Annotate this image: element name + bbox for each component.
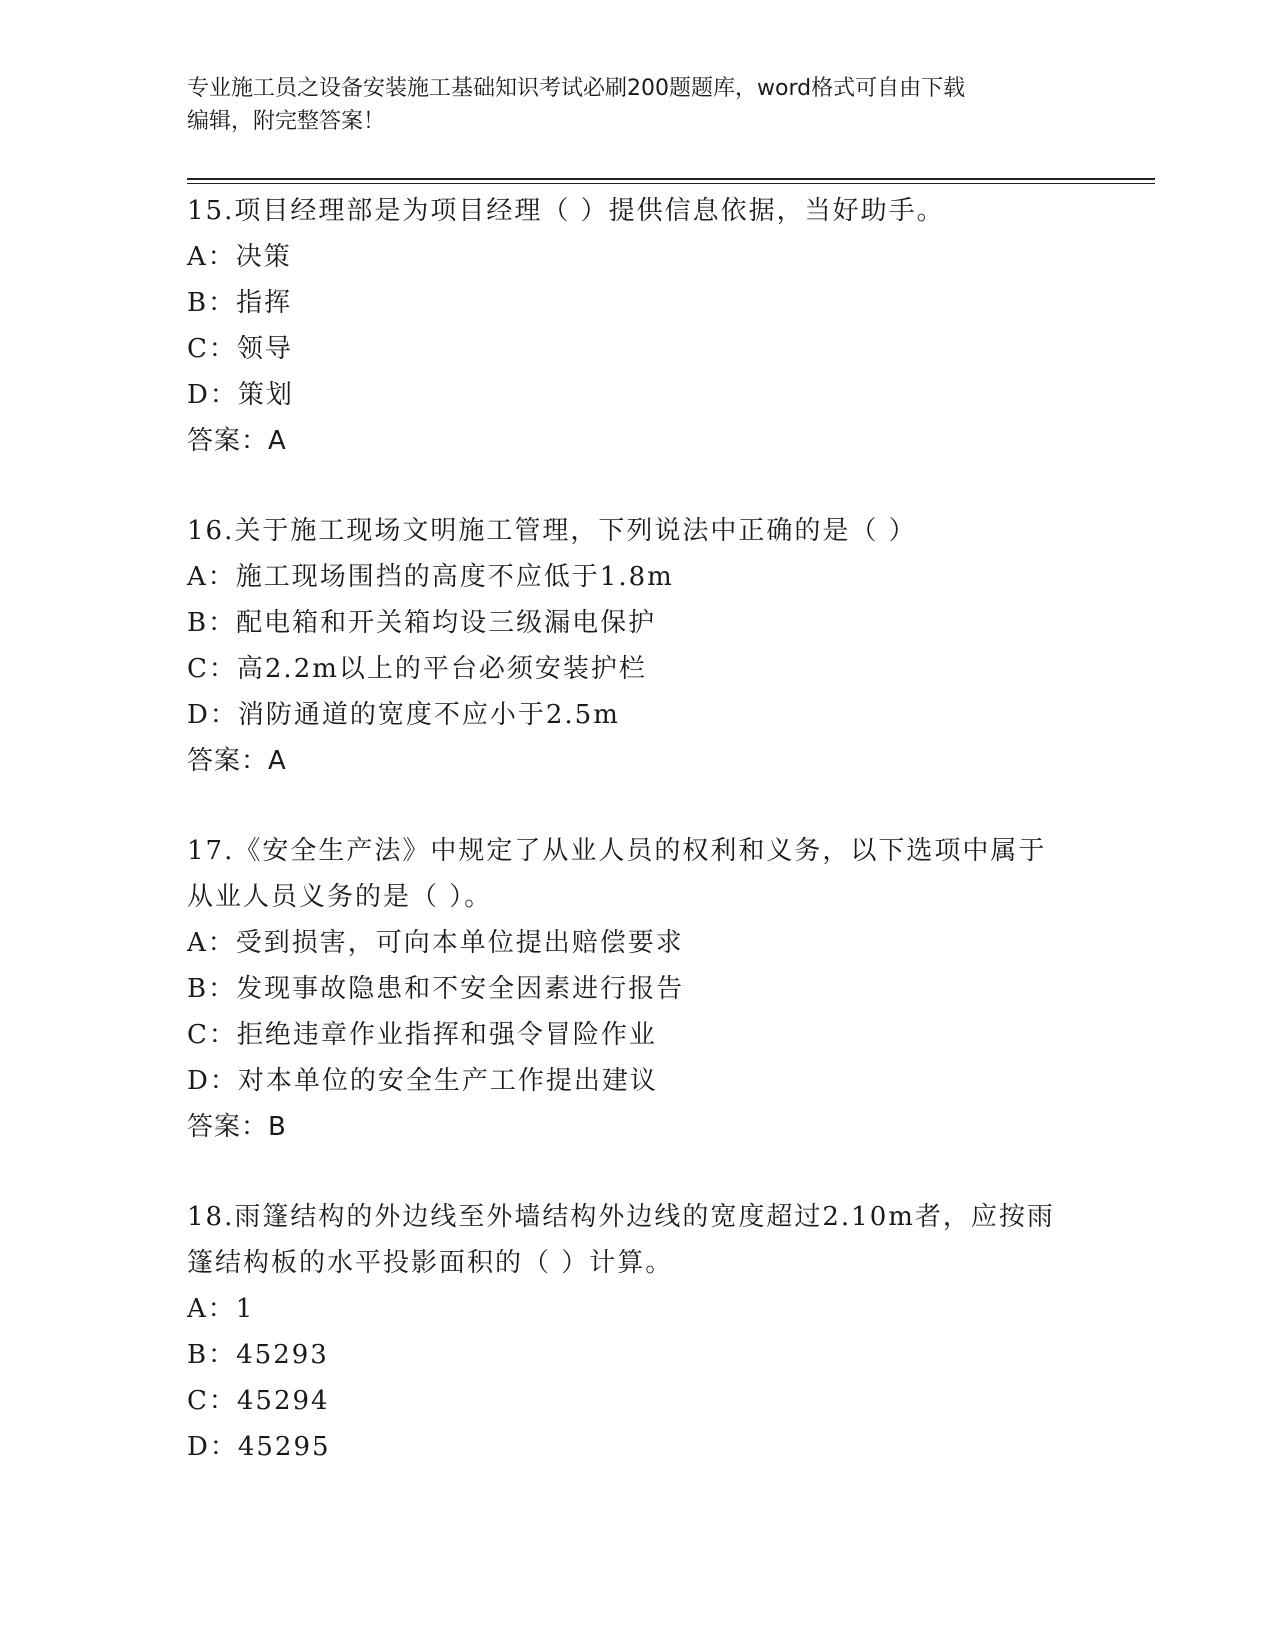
answer-label: 答案：A (187, 746, 287, 776)
question-stem: 16.关于施工现场文明施工管理，下列说法中正确的是（ ） (187, 516, 917, 546)
question-list (187, 188, 1107, 1470)
option-b: B：配电箱和开关箱均设三级漏电保护 (187, 608, 657, 638)
option-a: A：施工现场围挡的高度不应低于1.8m (187, 562, 674, 592)
option-d: D：消防通道的宽度不应小于2.5m (187, 700, 620, 730)
option-b: B：发现事故隐患和不安全因素进行报告 (187, 974, 685, 1004)
option-b: B：指挥 (187, 288, 293, 318)
option-c: C：领导 (187, 334, 293, 364)
option-c: C：拒绝违章作业指挥和强令冒险作业 (187, 1020, 657, 1050)
option-c: C：高2.2m以上的平台必须安装护栏 (187, 654, 647, 684)
option-d: D：策划 (187, 380, 294, 410)
option-d: D：45295 (187, 1432, 331, 1462)
question-18 (187, 1194, 1107, 1470)
header-line-1: 专业施工员之设备安装施工基础知识考试必刷200题题库，word格式可自由下载 (187, 76, 966, 101)
question-stem-line-2: 从业人员义务的是（ ）。 (187, 882, 493, 912)
question-stem-line-2: 篷结构板的水平投影面积的（ ）计算。 (187, 1248, 674, 1278)
question-stem: 15.项目经理部是为项目经理（ ）提供信息依据，当好助手。 (187, 196, 945, 226)
document-header (187, 72, 1087, 138)
option-d: D：对本单位的安全生产工作提出建议 (187, 1066, 658, 1096)
question-17 (187, 828, 1107, 1150)
option-c: C：45294 (187, 1386, 330, 1416)
option-a: A：决策 (187, 242, 292, 272)
question-15 (187, 188, 1107, 464)
option-a: A：受到损害，可向本单位提出赔偿要求 (187, 928, 684, 958)
question-16 (187, 508, 1107, 784)
answer-label: 答案：A (187, 426, 287, 456)
answer-label: 答案：B (187, 1112, 287, 1142)
option-b: B：45293 (187, 1340, 329, 1370)
header-divider-thin (187, 183, 1155, 184)
option-a: A：1 (187, 1294, 255, 1324)
header-line-2: 编辑，附完整答案！ (187, 109, 386, 134)
header-divider-thick (187, 178, 1155, 180)
question-stem-line-1: 18.雨篷结构的外边线至外墙结构外边线的宽度超过2.10m者，应按雨 (187, 1202, 1055, 1232)
question-stem-line-1: 17.《安全生产法》中规定了从业人员的权利和义务，以下选项中属于 (187, 836, 1047, 866)
